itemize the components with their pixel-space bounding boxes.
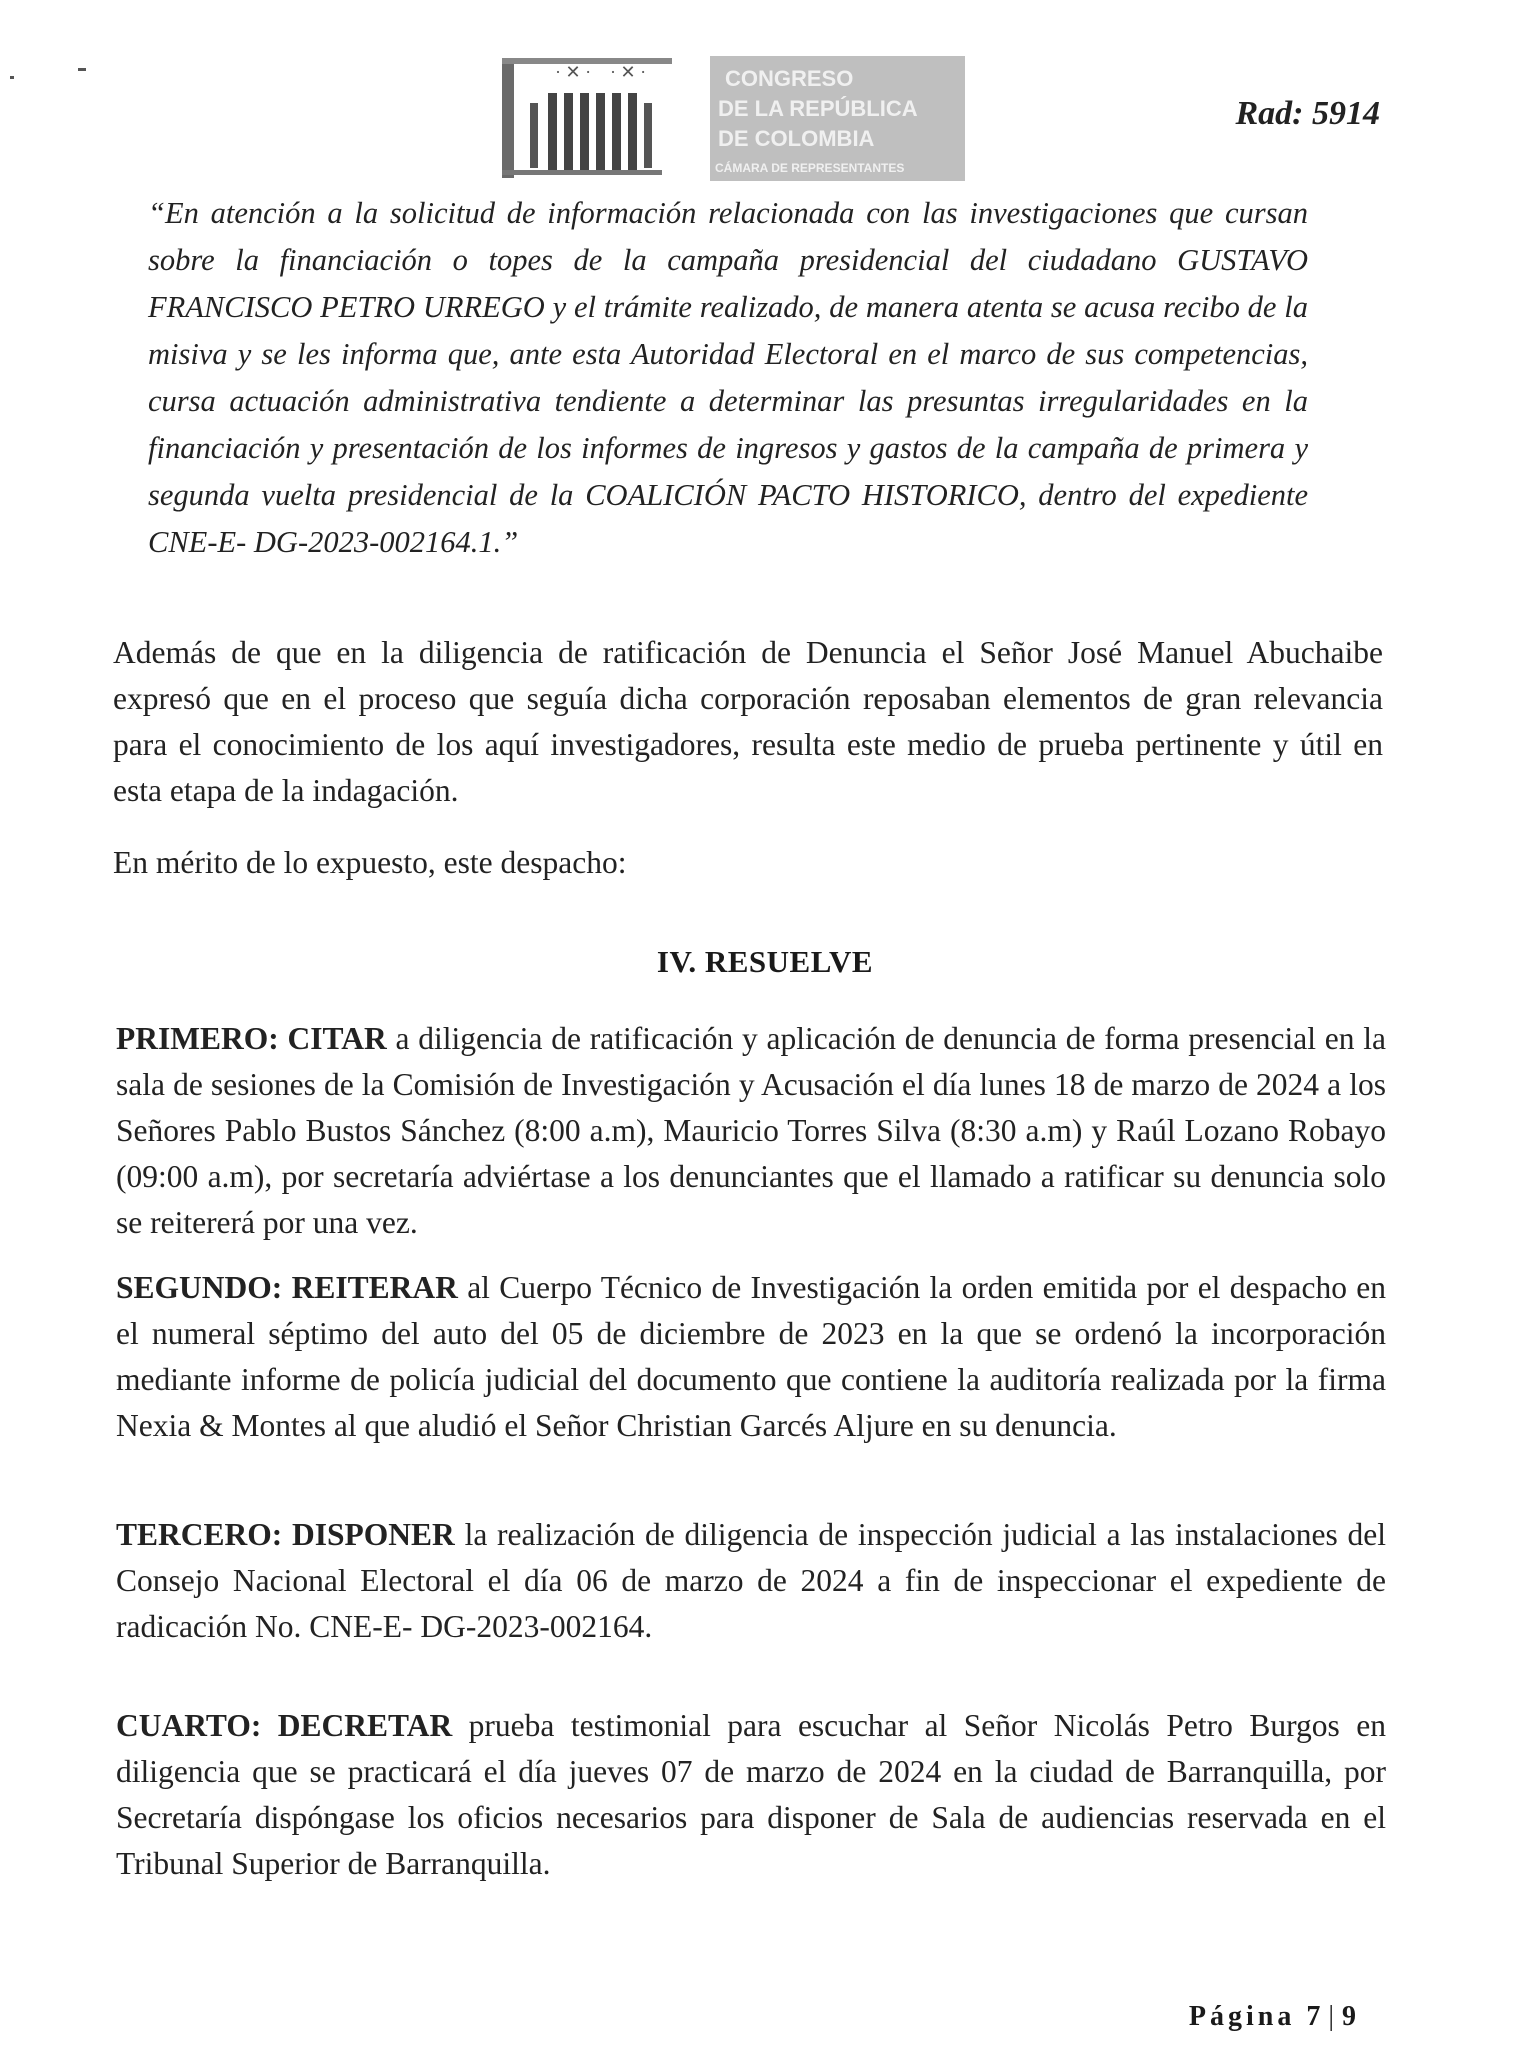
congress-seal-stamp	[500, 48, 970, 188]
stamp-line: DE LA REPÚBLICA	[718, 96, 918, 121]
stamp-line: CONGRESO	[725, 66, 854, 91]
body-paragraph: En mérito de lo expuesto, este despacho:	[113, 845, 627, 880]
page-separator: |	[1328, 2001, 1338, 2032]
svg-text:· ✕ ·: · ✕ ·	[555, 62, 592, 82]
body-paragraph: Además de que en la diligencia de ratificación de Denuncia el Señor José Manuel Abuchaibe expresó que en el proceso que seguía dicha corporación reposaban elementos de gran relevancia para el conocimiento de los aquí investigadores, resulta este medio de prueba pertinente y útil en esta etapa de la indagación.	[113, 635, 1383, 808]
resolution-label: CUARTO: DECRETAR	[116, 1708, 453, 1743]
radicado-number: Rad: 5914	[1235, 95, 1380, 132]
stamp-line: DE COLOMBIA	[718, 126, 875, 151]
resolution-label: SEGUNDO: REITERAR	[116, 1270, 458, 1305]
resolution-text: prueba testimonial para escuchar al Señor Nicolás Petro Burgos en diligencia que se practicará el día jueves 07 de marzo de 2024 en la ciudad de Barranquilla, por Secretaría dispóngase los oficios necesarios para disponer de Sala de audiencias reservada en el Tribunal Superior de Barranquilla.	[116, 1708, 1386, 1881]
page-total: 9	[1342, 2001, 1360, 2032]
resolution-item	[116, 1016, 1386, 1246]
scan-speck	[10, 76, 14, 79]
scan-speck	[78, 68, 86, 71]
stamp-line: CÁMARA DE REPRESENTANTES	[715, 161, 905, 175]
quoted-response: “En atención a la solicitud de información relacionada con las investigaciones que cursan sobre la financiación o topes de la campaña presidencial del ciudadano GUSTAVO FRANCISCO PETRO URREGO y el trámite realizado, de manera atenta se acusa recibo de la misiva y se les informa que, ante esta Autoridad Electoral en el marco de sus competencias, cursa actuación administrativa tendiente a determinar las presuntas irregularidades en la financiación y presentación de los informes de ingresos y gastos de la campaña de primera y segunda vuelta presidencial de la COALICIÓN PACTO HISTORICO, dentro del expediente CNE-E- DG-2023-002164.1.”	[148, 196, 1308, 559]
resolution-label: TERCERO: DISPONER	[116, 1517, 455, 1552]
svg-text:· ✕ ·: · ✕ ·	[610, 62, 647, 82]
page-label: Página	[1188, 2001, 1296, 2032]
resolution-item	[116, 1512, 1386, 1650]
resolution-item	[116, 1265, 1386, 1449]
resolution-text: la realización de diligencia de inspección judicial a las instalaciones del Consejo Nacional Electoral el día 06 de marzo de 2024 a fin de inspeccionar el expediente de radicación No. CNE-E- DG-2023-002164.	[116, 1517, 1386, 1644]
resolution-label: PRIMERO: CITAR	[116, 1021, 387, 1056]
resolution-item	[116, 1703, 1386, 1887]
resolution-text: a diligencia de ratificación y aplicación de denuncia de forma presencial en la sala de sesiones de la Comisión de Investigación y Acusación el día lunes 18 de marzo de 2024 a los Señores Pablo Bustos Sánchez (8:00 a.m), Mauricio Torres Silva (8:30 a.m) y Raúl Lozano Robayo (09:00 a.m), por secretaría adviértase a los denunciantes que el llamado a ratificar su denuncia solo se reitererá por una vez.	[116, 1021, 1387, 1240]
section-heading: IV. RESUELVE	[656, 944, 874, 979]
page-number	[1189, 2001, 1360, 2033]
resolution-text: al Cuerpo Técnico de Investigación la orden emitida por el despacho en el numeral séptimo del auto del 05 de diciembre de 2023 en la que se ordenó la incorporación mediante informe de policía judicial del documento que contiene la auditoría realizada por la firma Nexia & Montes al que aludió el Señor Christian Garcés Aljure en su denuncia.	[116, 1270, 1386, 1443]
page-current: 7	[1306, 2001, 1325, 2032]
